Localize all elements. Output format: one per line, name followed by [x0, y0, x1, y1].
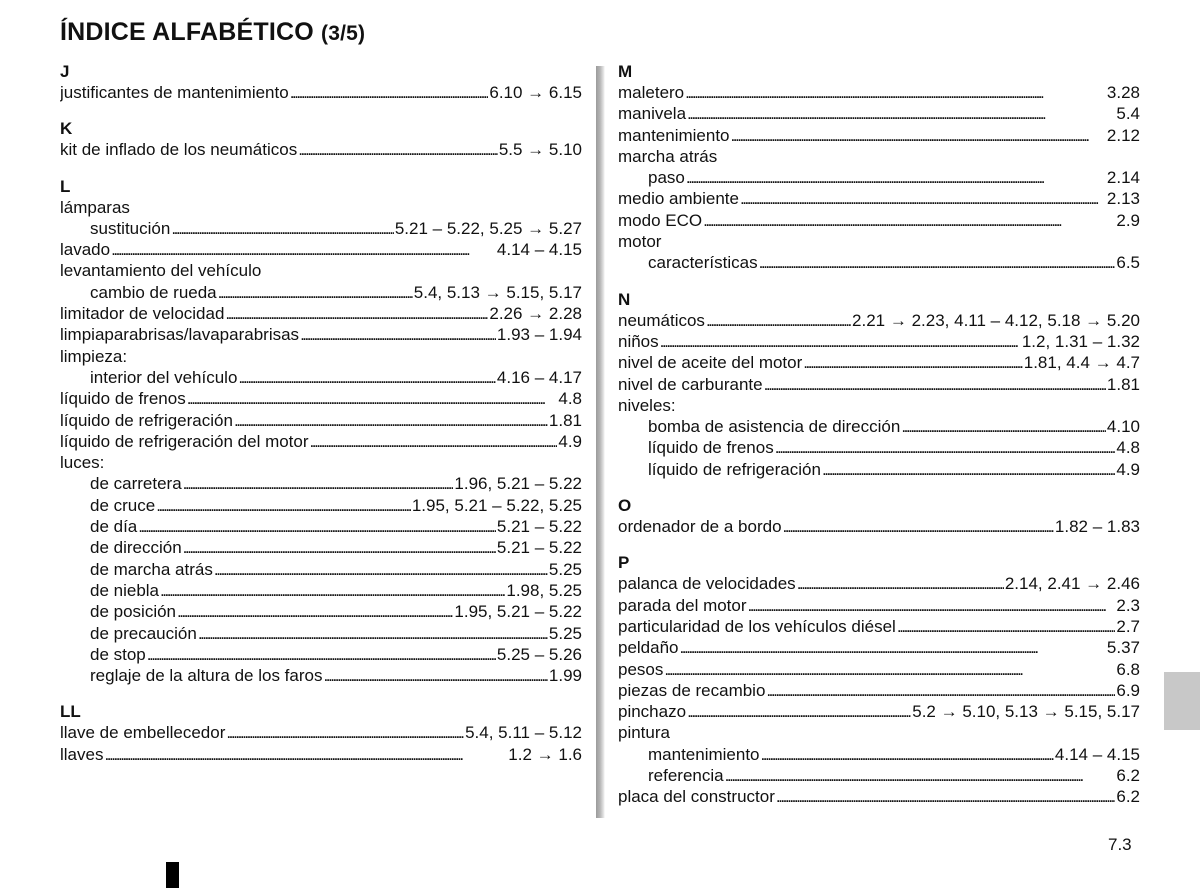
index-entry	[60, 388, 582, 409]
dot-leader	[323, 665, 547, 686]
index-term: justificantes de mantenimiento	[60, 83, 289, 102]
dot-leader	[685, 82, 1106, 103]
dot-leader	[104, 744, 507, 765]
index-entry	[618, 103, 1140, 124]
dot-leader	[761, 744, 1054, 765]
page-reference: 1.95, 5.21 – 5.22, 5.25	[411, 495, 582, 515]
dot-leader	[198, 623, 548, 644]
index-term: piezas de recambio	[618, 680, 766, 700]
page-reference: 2.14, 2.41 → 2.46	[1004, 574, 1140, 594]
page-reference: 5.25	[548, 623, 582, 643]
section-letter: O	[618, 496, 632, 516]
section-letter: N	[618, 289, 631, 309]
page-title-part: (3/5)	[321, 22, 366, 45]
page-reference: 5.37	[1106, 638, 1140, 658]
index-entry	[60, 260, 582, 281]
index-term: pinchazo	[618, 702, 687, 722]
index-entry	[60, 580, 582, 601]
print-crop-mark	[166, 862, 179, 888]
page-reference: 1.81	[1106, 374, 1140, 394]
page-reference: 4.16 – 4.17	[496, 367, 582, 387]
page-reference: 1.81, 4.4 → 4.7	[1023, 353, 1140, 373]
dot-leader	[310, 431, 558, 452]
index-term: interior del vehículo	[90, 367, 238, 387]
dot-leader	[901, 416, 1106, 437]
dot-leader	[725, 765, 1116, 786]
dot-leader	[226, 722, 464, 743]
dot-leader	[225, 303, 488, 324]
page-reference: 4.9	[1116, 459, 1140, 479]
index-term: neumáticos	[618, 310, 705, 330]
index-term: limitador de velocidad	[60, 304, 225, 324]
index-term: maletero	[618, 83, 685, 102]
index-term: líquido de frenos	[648, 438, 774, 458]
index-section	[60, 119, 582, 160]
index-entry	[60, 744, 582, 765]
section-letter: LL	[60, 702, 81, 722]
page-reference: 2.12	[1106, 125, 1140, 145]
index-column-right	[618, 62, 1140, 824]
index-entry	[60, 139, 582, 160]
index-entry	[618, 516, 1140, 537]
page-reference: 1.81	[548, 410, 582, 430]
dot-leader	[686, 167, 1106, 188]
page-reference: 6.8	[1116, 659, 1140, 679]
page-reference: 5.2 → 5.10, 5.13 → 5.15, 5.17	[912, 702, 1140, 722]
index-entry	[618, 765, 1140, 786]
index-entry	[618, 701, 1140, 722]
index-entry	[60, 452, 582, 473]
index-entry	[60, 665, 582, 686]
page-reference: 5.25	[548, 559, 582, 579]
index-term: nivel de carburante	[618, 374, 763, 394]
index-term: levantamiento del vehículo	[60, 261, 262, 281]
page-title-text: ÍNDICE ALFABÉTICO	[60, 18, 314, 46]
index-term: líquido de refrigeración	[60, 410, 233, 430]
index-entry	[60, 722, 582, 743]
index-column-left	[60, 62, 582, 781]
page-reference: 5.21 – 5.22, 5.25 → 5.27	[394, 218, 582, 238]
page-reference: 5.21 – 5.22	[496, 538, 582, 558]
index-term: marcha atrás	[618, 146, 718, 166]
dot-leader	[687, 701, 911, 722]
index-entry	[60, 367, 582, 388]
dot-leader	[759, 252, 1116, 273]
dot-leader	[740, 188, 1106, 209]
page-reference: 1.82 – 1.83	[1054, 517, 1140, 537]
index-term: líquido de refrigeración	[648, 459, 821, 479]
dot-leader	[183, 473, 454, 494]
page-reference: 6.10 → 6.15	[489, 83, 582, 102]
page-reference: 4.10	[1106, 417, 1140, 437]
chapter-tab-marker	[1164, 672, 1200, 730]
dot-leader	[290, 82, 489, 103]
index-term: palanca de velocidades	[618, 574, 796, 594]
index-term: llave de embellecedor	[60, 723, 226, 743]
index-term: mantenimiento	[648, 744, 760, 764]
index-term: de precaución	[90, 623, 197, 643]
page-reference: 4.9	[558, 431, 582, 451]
index-term: pintura	[618, 723, 670, 743]
page-reference: 5.4, 5.11 – 5.12	[465, 723, 582, 743]
index-entry	[618, 659, 1140, 680]
index-entry	[60, 282, 582, 303]
index-term: paso	[648, 168, 685, 188]
index-entry	[618, 786, 1140, 807]
dot-leader	[775, 437, 1116, 458]
index-entry	[618, 188, 1140, 209]
index-entry	[618, 459, 1140, 480]
index-term: características	[648, 253, 758, 273]
index-entry	[618, 680, 1140, 701]
page-reference: 2.14	[1106, 168, 1140, 188]
index-entry	[60, 516, 582, 537]
index-term: de carretera	[90, 474, 182, 494]
index-entry	[60, 495, 582, 516]
index-term: niveles:	[618, 395, 676, 415]
index-entry	[60, 218, 582, 239]
index-term: mantenimiento	[618, 125, 730, 145]
dot-leader	[300, 324, 496, 345]
index-entry	[60, 623, 582, 644]
index-entry	[60, 410, 582, 431]
section-letter: J	[60, 62, 70, 81]
index-entry	[618, 125, 1140, 146]
page-number: 7.3	[1108, 835, 1132, 854]
index-term: luces:	[60, 453, 105, 473]
page-reference: 2.13	[1106, 189, 1140, 209]
index-term: cambio de rueda	[90, 282, 217, 302]
index-term: lavado	[60, 240, 111, 260]
page-reference: 1.96, 5.21 – 5.22	[454, 474, 582, 494]
index-term: de marcha atrás	[90, 559, 213, 579]
index-entry	[60, 559, 582, 580]
index-term: de día	[90, 517, 138, 537]
index-entry	[60, 303, 582, 324]
dot-leader	[687, 103, 1115, 124]
index-term: llaves	[60, 744, 104, 764]
dot-leader	[298, 139, 498, 160]
index-term: de stop	[90, 644, 146, 664]
dot-leader	[764, 374, 1106, 395]
index-term: medio ambiente	[618, 189, 739, 209]
index-term: peldaño	[618, 638, 679, 658]
page-reference: 5.4	[1116, 104, 1140, 124]
page-reference: 2.21 → 2.23, 4.11 – 4.12, 5.18 → 5.20	[852, 310, 1140, 330]
dot-leader	[680, 637, 1106, 658]
dot-leader	[776, 786, 1115, 807]
index-entry	[60, 644, 582, 665]
page-reference: 1.95, 5.21 – 5.22	[454, 602, 582, 622]
page-reference: 1.99	[548, 666, 582, 686]
dot-leader	[187, 388, 558, 409]
index-term: sustitución	[90, 218, 171, 238]
index-entry	[618, 231, 1140, 252]
index-term: particularidad de los vehículos diésel	[618, 616, 896, 636]
dot-leader	[731, 125, 1106, 146]
index-term: niños	[618, 331, 659, 351]
page-reference: 6.5	[1116, 253, 1140, 273]
index-section	[618, 62, 1140, 274]
page-title	[60, 18, 365, 47]
index-entry	[60, 346, 582, 367]
dot-leader	[138, 516, 496, 537]
dot-leader	[147, 644, 496, 665]
page-reference: 2.7	[1116, 616, 1140, 636]
dot-leader	[783, 516, 1054, 537]
page-reference: 1.98, 5.25	[506, 580, 582, 600]
page-reference: 6.2	[1116, 766, 1140, 786]
index-term: de posición	[90, 602, 177, 622]
dot-leader	[897, 616, 1116, 637]
index-section	[618, 290, 1140, 480]
index-entry	[618, 744, 1140, 765]
page-reference: 4.8	[558, 389, 582, 409]
index-term: líquido de frenos	[60, 389, 186, 409]
index-section	[60, 177, 582, 687]
page-reference: 2.9	[1116, 210, 1140, 230]
dot-leader	[664, 659, 1115, 680]
index-entry	[618, 637, 1140, 658]
page-reference: 1.2, 1.31 – 1.32	[1021, 331, 1140, 351]
index-entry	[618, 437, 1140, 458]
dot-leader	[111, 239, 496, 260]
section-letter: M	[618, 62, 633, 81]
index-entry	[618, 82, 1140, 103]
index-entry	[618, 416, 1140, 437]
index-entry	[618, 595, 1140, 616]
index-entry	[618, 331, 1140, 352]
dot-leader	[797, 573, 1004, 594]
index-entry	[60, 197, 582, 218]
index-section	[60, 62, 582, 103]
dot-leader	[660, 331, 1021, 352]
index-entry	[618, 167, 1140, 188]
dot-leader	[171, 218, 394, 239]
page-reference: 5.25 – 5.26	[496, 644, 582, 664]
index-entry	[60, 431, 582, 452]
index-term: líquido de refrigeración del motor	[60, 431, 309, 451]
index-term: reglaje de la altura de los faros	[90, 666, 323, 686]
index-entry	[618, 722, 1140, 743]
index-entry	[60, 82, 582, 103]
index-entry	[60, 324, 582, 345]
index-entry	[618, 352, 1140, 373]
page-reference: 4.14 – 4.15	[1054, 744, 1140, 764]
dot-leader	[238, 367, 496, 388]
page-reference: 6.9	[1116, 680, 1140, 700]
page-reference: 4.14 – 4.15	[496, 240, 582, 260]
index-term: ordenador de a bordo	[618, 517, 782, 537]
index-entry	[60, 537, 582, 558]
index-term: nivel de aceite del motor	[618, 353, 803, 373]
index-term: motor	[618, 232, 662, 252]
page-reference: 4.8	[1116, 438, 1140, 458]
dot-leader	[234, 410, 548, 431]
index-entry	[60, 601, 582, 622]
index-section	[60, 702, 582, 765]
index-term: pesos	[618, 659, 664, 679]
dot-leader	[748, 595, 1116, 616]
index-term: referencia	[648, 766, 724, 786]
dot-leader	[160, 580, 505, 601]
index-term: de dirección	[90, 538, 182, 558]
index-term: parada del motor	[618, 595, 747, 615]
index-term: manivela	[618, 104, 687, 124]
page-reference: 1.93 – 1.94	[496, 325, 582, 345]
index-entry	[618, 374, 1140, 395]
page-reference: 5.21 – 5.22	[496, 517, 582, 537]
section-letter: K	[60, 119, 73, 139]
index-term: kit de inflado de los neumáticos	[60, 140, 298, 160]
index-entry	[618, 395, 1140, 416]
page-reference: 1.2 → 1.6	[508, 744, 582, 764]
index-term: limpiaparabrisas/lavaparabrisas	[60, 325, 300, 345]
dot-leader	[156, 495, 411, 516]
index-term: de cruce	[90, 495, 156, 515]
dot-leader	[822, 459, 1115, 480]
dot-leader	[706, 310, 851, 331]
index-entry	[618, 616, 1140, 637]
dot-leader	[218, 282, 413, 303]
dot-leader	[803, 352, 1022, 373]
dot-leader	[214, 559, 548, 580]
index-term: lámparas	[60, 197, 130, 217]
page-reference: 3.28	[1106, 83, 1140, 102]
index-term: placa del constructor	[618, 787, 775, 807]
index-entry	[618, 573, 1140, 594]
index-entry	[618, 310, 1140, 331]
page-reference: 2.3	[1116, 595, 1140, 615]
index-term: limpieza:	[60, 346, 128, 366]
dot-leader	[183, 537, 496, 558]
index-entry	[618, 252, 1140, 273]
dot-leader	[766, 680, 1115, 701]
column-divider	[596, 66, 605, 818]
index-entry	[618, 210, 1140, 231]
page-reference: 5.5 → 5.10	[498, 140, 582, 160]
index-entry	[618, 146, 1140, 167]
section-letter: L	[60, 176, 71, 196]
page-reference: 2.26 → 2.28	[489, 304, 582, 324]
dot-leader	[703, 210, 1115, 231]
index-term: de niebla	[90, 580, 160, 600]
dot-leader	[177, 601, 453, 622]
index-section	[618, 496, 1140, 537]
index-entry	[60, 473, 582, 494]
index-term: bomba de asistencia de dirección	[648, 417, 901, 437]
page-reference: 6.2	[1116, 787, 1140, 807]
page-reference: 5.4, 5.13 → 5.15, 5.17	[413, 282, 582, 302]
section-letter: P	[618, 553, 630, 573]
index-section	[618, 553, 1140, 807]
index-term: modo ECO	[618, 210, 703, 230]
index-entry	[60, 239, 582, 260]
